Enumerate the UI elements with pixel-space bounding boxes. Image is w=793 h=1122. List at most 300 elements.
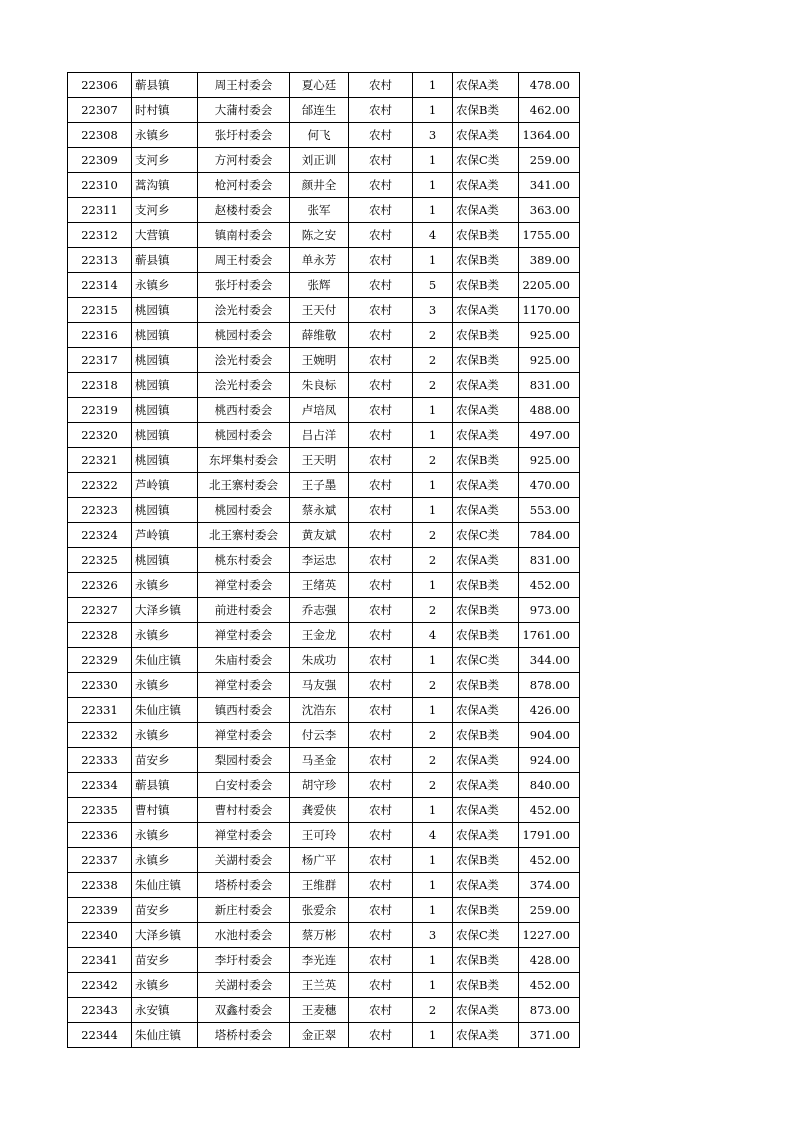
member-count-cell: 2 — [413, 748, 453, 773]
amount-cell: 426.00 — [519, 698, 580, 723]
record-id-cell: 22327 — [68, 598, 132, 623]
record-id-cell: 22323 — [68, 498, 132, 523]
member-count-cell: 1 — [413, 1023, 453, 1048]
record-id-cell: 22320 — [68, 423, 132, 448]
household-type-cell: 农村 — [349, 623, 413, 648]
table-row — [68, 173, 580, 198]
member-count-cell: 1 — [413, 648, 453, 673]
village-committee-cell: 桃东村委会 — [198, 548, 290, 573]
person-name-cell: 张爱余 — [290, 898, 349, 923]
town-cell: 桃园镇 — [132, 423, 198, 448]
record-id-cell: 22308 — [68, 123, 132, 148]
table-row — [68, 973, 580, 998]
amount-cell: 452.00 — [519, 798, 580, 823]
person-name-cell: 蔡永斌 — [290, 498, 349, 523]
insurance-category-cell: 农保A类 — [453, 298, 519, 323]
person-name-cell: 王绪英 — [290, 573, 349, 598]
town-cell: 朱仙庄镇 — [132, 648, 198, 673]
table-row — [68, 598, 580, 623]
amount-cell: 784.00 — [519, 523, 580, 548]
table-row — [68, 648, 580, 673]
amount-cell: 904.00 — [519, 723, 580, 748]
insurance-category-cell: 农保B类 — [453, 673, 519, 698]
person-name-cell: 张军 — [290, 198, 349, 223]
village-committee-cell: 朱庙村委会 — [198, 648, 290, 673]
household-type-cell: 农村 — [349, 648, 413, 673]
village-committee-cell: 水池村委会 — [198, 923, 290, 948]
amount-cell: 1170.00 — [519, 298, 580, 323]
town-cell: 桃园镇 — [132, 448, 198, 473]
table-row — [68, 473, 580, 498]
person-name-cell: 李运忠 — [290, 548, 349, 573]
insurance-category-cell: 农保A类 — [453, 398, 519, 423]
table-row — [68, 398, 580, 423]
village-committee-cell: 禅堂村委会 — [198, 823, 290, 848]
insurance-category-cell: 农保A类 — [453, 498, 519, 523]
amount-cell: 452.00 — [519, 573, 580, 598]
member-count-cell: 1 — [413, 473, 453, 498]
insurance-category-cell: 农保B类 — [453, 448, 519, 473]
town-cell: 桃园镇 — [132, 323, 198, 348]
record-id-cell: 22312 — [68, 223, 132, 248]
village-committee-cell: 梨园村委会 — [198, 748, 290, 773]
record-id-cell: 22328 — [68, 623, 132, 648]
table-row — [68, 923, 580, 948]
record-id-cell: 22322 — [68, 473, 132, 498]
record-id-cell: 22333 — [68, 748, 132, 773]
record-id-cell: 22336 — [68, 823, 132, 848]
village-committee-cell: 方河村委会 — [198, 148, 290, 173]
person-name-cell: 邰连生 — [290, 98, 349, 123]
insurance-category-cell: 农保A类 — [453, 73, 519, 98]
person-name-cell: 卢培凤 — [290, 398, 349, 423]
table-row — [68, 673, 580, 698]
member-count-cell: 1 — [413, 148, 453, 173]
insurance-category-cell: 农保A类 — [453, 998, 519, 1023]
town-cell: 苗安乡 — [132, 748, 198, 773]
record-id-cell: 22330 — [68, 673, 132, 698]
amount-cell: 371.00 — [519, 1023, 580, 1048]
amount-cell: 259.00 — [519, 148, 580, 173]
village-committee-cell: 浍光村委会 — [198, 298, 290, 323]
village-committee-cell: 周王村委会 — [198, 248, 290, 273]
member-count-cell: 2 — [413, 548, 453, 573]
member-count-cell: 4 — [413, 623, 453, 648]
person-name-cell: 王天明 — [290, 448, 349, 473]
town-cell: 芦岭镇 — [132, 473, 198, 498]
town-cell: 芦岭镇 — [132, 523, 198, 548]
town-cell: 大营镇 — [132, 223, 198, 248]
village-committee-cell: 枪河村委会 — [198, 173, 290, 198]
amount-cell: 488.00 — [519, 398, 580, 423]
member-count-cell: 4 — [413, 223, 453, 248]
table-row — [68, 73, 580, 98]
table-row — [68, 748, 580, 773]
member-count-cell: 1 — [413, 573, 453, 598]
table-row — [68, 298, 580, 323]
table-row — [68, 548, 580, 573]
amount-cell: 1761.00 — [519, 623, 580, 648]
village-committee-cell: 关湖村委会 — [198, 973, 290, 998]
person-name-cell: 王天付 — [290, 298, 349, 323]
member-count-cell: 1 — [413, 423, 453, 448]
record-id-cell: 22329 — [68, 648, 132, 673]
table-row — [68, 623, 580, 648]
member-count-cell: 3 — [413, 298, 453, 323]
household-type-cell: 农村 — [349, 173, 413, 198]
amount-cell: 1791.00 — [519, 823, 580, 848]
table-row — [68, 723, 580, 748]
amount-cell: 925.00 — [519, 448, 580, 473]
table-row — [68, 273, 580, 298]
household-type-cell: 农村 — [349, 73, 413, 98]
village-committee-cell: 镇西村委会 — [198, 698, 290, 723]
village-committee-cell: 北王寨村委会 — [198, 473, 290, 498]
person-name-cell: 王麦穗 — [290, 998, 349, 1023]
table-row — [68, 198, 580, 223]
amount-cell: 363.00 — [519, 198, 580, 223]
amount-cell: 452.00 — [519, 973, 580, 998]
table-row — [68, 898, 580, 923]
person-name-cell: 杨广平 — [290, 848, 349, 873]
insurance-category-cell: 农保B类 — [453, 948, 519, 973]
village-committee-cell: 塔桥村委会 — [198, 1023, 290, 1048]
record-id-cell: 22343 — [68, 998, 132, 1023]
insurance-category-cell: 农保A类 — [453, 373, 519, 398]
town-cell: 桃园镇 — [132, 348, 198, 373]
town-cell: 时村镇 — [132, 98, 198, 123]
household-type-cell: 农村 — [349, 848, 413, 873]
person-name-cell: 乔志强 — [290, 598, 349, 623]
insurance-category-cell: 农保A类 — [453, 698, 519, 723]
member-count-cell: 1 — [413, 98, 453, 123]
member-count-cell: 5 — [413, 273, 453, 298]
household-type-cell: 农村 — [349, 473, 413, 498]
town-cell: 桃园镇 — [132, 548, 198, 573]
town-cell: 朱仙庄镇 — [132, 873, 198, 898]
household-type-cell: 农村 — [349, 973, 413, 998]
insurance-category-cell: 农保B类 — [453, 973, 519, 998]
table-row — [68, 773, 580, 798]
table-row — [68, 848, 580, 873]
record-id-cell: 22342 — [68, 973, 132, 998]
member-count-cell: 1 — [413, 73, 453, 98]
village-committee-cell: 塔桥村委会 — [198, 873, 290, 898]
town-cell: 永镇乡 — [132, 573, 198, 598]
household-type-cell: 农村 — [349, 823, 413, 848]
household-type-cell: 农村 — [349, 523, 413, 548]
amount-cell: 840.00 — [519, 773, 580, 798]
member-count-cell: 3 — [413, 923, 453, 948]
insurance-category-cell: 农保B类 — [453, 598, 519, 623]
record-id-cell: 22306 — [68, 73, 132, 98]
household-type-cell: 农村 — [349, 898, 413, 923]
household-type-cell: 农村 — [349, 223, 413, 248]
town-cell: 永镇乡 — [132, 848, 198, 873]
person-name-cell: 何飞 — [290, 123, 349, 148]
amount-cell: 478.00 — [519, 73, 580, 98]
table-row — [68, 448, 580, 473]
village-committee-cell: 新庄村委会 — [198, 898, 290, 923]
town-cell: 支河乡 — [132, 198, 198, 223]
household-type-cell: 农村 — [349, 323, 413, 348]
person-name-cell: 李光连 — [290, 948, 349, 973]
insurance-category-cell: 农保B类 — [453, 98, 519, 123]
member-count-cell: 2 — [413, 348, 453, 373]
member-count-cell: 1 — [413, 848, 453, 873]
amount-cell: 2205.00 — [519, 273, 580, 298]
village-committee-cell: 北王寨村委会 — [198, 523, 290, 548]
table-row — [68, 248, 580, 273]
member-count-cell: 1 — [413, 948, 453, 973]
amount-cell: 973.00 — [519, 598, 580, 623]
insurance-category-cell: 农保A类 — [453, 173, 519, 198]
amount-cell: 878.00 — [519, 673, 580, 698]
person-name-cell: 单永芳 — [290, 248, 349, 273]
member-count-cell: 1 — [413, 498, 453, 523]
person-name-cell: 薛维敬 — [290, 323, 349, 348]
amount-cell: 1227.00 — [519, 923, 580, 948]
member-count-cell: 2 — [413, 673, 453, 698]
member-count-cell: 1 — [413, 873, 453, 898]
record-id-cell: 22341 — [68, 948, 132, 973]
allowance-table — [67, 72, 580, 1048]
household-type-cell: 农村 — [349, 348, 413, 373]
insurance-category-cell: 农保C类 — [453, 923, 519, 948]
amount-cell: 1364.00 — [519, 123, 580, 148]
town-cell: 大泽乡镇 — [132, 598, 198, 623]
town-cell: 永镇乡 — [132, 623, 198, 648]
town-cell: 蕲县镇 — [132, 248, 198, 273]
insurance-category-cell: 农保B类 — [453, 273, 519, 298]
person-name-cell: 王婉明 — [290, 348, 349, 373]
household-type-cell: 农村 — [349, 248, 413, 273]
table-row — [68, 698, 580, 723]
household-type-cell: 农村 — [349, 448, 413, 473]
village-committee-cell: 桃西村委会 — [198, 398, 290, 423]
table-row — [68, 573, 580, 598]
record-id-cell: 22318 — [68, 373, 132, 398]
member-count-cell: 3 — [413, 123, 453, 148]
household-type-cell: 农村 — [349, 923, 413, 948]
member-count-cell: 2 — [413, 373, 453, 398]
amount-cell: 344.00 — [519, 648, 580, 673]
record-id-cell: 22340 — [68, 923, 132, 948]
insurance-category-cell: 农保A类 — [453, 123, 519, 148]
person-name-cell: 马友强 — [290, 673, 349, 698]
amount-cell: 831.00 — [519, 548, 580, 573]
record-id-cell: 22324 — [68, 523, 132, 548]
village-committee-cell: 桃园村委会 — [198, 498, 290, 523]
insurance-category-cell: 农保C类 — [453, 523, 519, 548]
person-name-cell: 王金龙 — [290, 623, 349, 648]
insurance-category-cell: 农保A类 — [453, 748, 519, 773]
village-committee-cell: 东坪集村委会 — [198, 448, 290, 473]
person-name-cell: 沈浩东 — [290, 698, 349, 723]
table-body — [68, 73, 580, 1048]
member-count-cell: 2 — [413, 323, 453, 348]
record-id-cell: 22310 — [68, 173, 132, 198]
member-count-cell: 2 — [413, 773, 453, 798]
amount-cell: 389.00 — [519, 248, 580, 273]
person-name-cell: 胡守珍 — [290, 773, 349, 798]
record-id-cell: 22311 — [68, 198, 132, 223]
amount-cell: 259.00 — [519, 898, 580, 923]
amount-cell: 925.00 — [519, 323, 580, 348]
record-id-cell: 22314 — [68, 273, 132, 298]
insurance-category-cell: 农保B类 — [453, 898, 519, 923]
member-count-cell: 1 — [413, 398, 453, 423]
village-committee-cell: 大蒲村委会 — [198, 98, 290, 123]
insurance-category-cell: 农保B类 — [453, 248, 519, 273]
insurance-category-cell: 农保A类 — [453, 873, 519, 898]
member-count-cell: 1 — [413, 898, 453, 923]
member-count-cell: 1 — [413, 248, 453, 273]
amount-cell: 374.00 — [519, 873, 580, 898]
member-count-cell: 2 — [413, 723, 453, 748]
village-committee-cell: 桃园村委会 — [198, 423, 290, 448]
record-id-cell: 22334 — [68, 773, 132, 798]
insurance-category-cell: 农保B类 — [453, 323, 519, 348]
insurance-category-cell: 农保B类 — [453, 723, 519, 748]
town-cell: 桃园镇 — [132, 398, 198, 423]
town-cell: 苗安乡 — [132, 898, 198, 923]
member-count-cell: 2 — [413, 448, 453, 473]
village-committee-cell: 张圩村委会 — [198, 123, 290, 148]
village-committee-cell: 浍光村委会 — [198, 373, 290, 398]
member-count-cell: 2 — [413, 598, 453, 623]
amount-cell: 831.00 — [519, 373, 580, 398]
village-committee-cell: 张圩村委会 — [198, 273, 290, 298]
town-cell: 永镇乡 — [132, 823, 198, 848]
village-committee-cell: 关湖村委会 — [198, 848, 290, 873]
household-type-cell: 农村 — [349, 573, 413, 598]
person-name-cell: 朱成功 — [290, 648, 349, 673]
household-type-cell: 农村 — [349, 723, 413, 748]
amount-cell: 553.00 — [519, 498, 580, 523]
household-type-cell: 农村 — [349, 423, 413, 448]
person-name-cell: 付云李 — [290, 723, 349, 748]
household-type-cell: 农村 — [349, 298, 413, 323]
town-cell: 桃园镇 — [132, 498, 198, 523]
person-name-cell: 夏心廷 — [290, 73, 349, 98]
table-row — [68, 123, 580, 148]
person-name-cell: 王维群 — [290, 873, 349, 898]
record-id-cell: 22331 — [68, 698, 132, 723]
insurance-category-cell: 农保A类 — [453, 473, 519, 498]
table-row — [68, 948, 580, 973]
household-type-cell: 农村 — [349, 548, 413, 573]
table-row — [68, 373, 580, 398]
household-type-cell: 农村 — [349, 773, 413, 798]
insurance-category-cell: 农保B类 — [453, 223, 519, 248]
record-id-cell: 22339 — [68, 898, 132, 923]
amount-cell: 924.00 — [519, 748, 580, 773]
household-type-cell: 农村 — [349, 673, 413, 698]
table-row — [68, 498, 580, 523]
member-count-cell: 2 — [413, 523, 453, 548]
insurance-category-cell: 农保C类 — [453, 648, 519, 673]
insurance-category-cell: 农保A类 — [453, 823, 519, 848]
table-row — [68, 423, 580, 448]
town-cell: 大泽乡镇 — [132, 923, 198, 948]
insurance-category-cell: 农保B类 — [453, 623, 519, 648]
record-id-cell: 22317 — [68, 348, 132, 373]
village-committee-cell: 李圩村委会 — [198, 948, 290, 973]
insurance-category-cell: 农保B类 — [453, 573, 519, 598]
table-row — [68, 1023, 580, 1048]
village-committee-cell: 禅堂村委会 — [198, 673, 290, 698]
person-name-cell: 陈之安 — [290, 223, 349, 248]
village-committee-cell: 白安村委会 — [198, 773, 290, 798]
town-cell: 曹村镇 — [132, 798, 198, 823]
town-cell: 永镇乡 — [132, 973, 198, 998]
person-name-cell: 王可玲 — [290, 823, 349, 848]
town-cell: 永镇乡 — [132, 273, 198, 298]
member-count-cell: 1 — [413, 798, 453, 823]
household-type-cell: 农村 — [349, 798, 413, 823]
insurance-category-cell: 农保B类 — [453, 848, 519, 873]
insurance-category-cell: 农保A类 — [453, 773, 519, 798]
person-name-cell: 颜井全 — [290, 173, 349, 198]
household-type-cell: 农村 — [349, 148, 413, 173]
amount-cell: 452.00 — [519, 848, 580, 873]
person-name-cell: 马圣金 — [290, 748, 349, 773]
amount-cell: 462.00 — [519, 98, 580, 123]
record-id-cell: 22338 — [68, 873, 132, 898]
person-name-cell: 刘正训 — [290, 148, 349, 173]
village-committee-cell: 浍光村委会 — [198, 348, 290, 373]
town-cell: 蕲县镇 — [132, 73, 198, 98]
person-name-cell: 张辉 — [290, 273, 349, 298]
town-cell: 支河乡 — [132, 148, 198, 173]
member-count-cell: 1 — [413, 198, 453, 223]
town-cell: 蕲县镇 — [132, 773, 198, 798]
village-committee-cell: 双鑫村委会 — [198, 998, 290, 1023]
table-row — [68, 98, 580, 123]
table-row — [68, 798, 580, 823]
person-name-cell: 蔡万彬 — [290, 923, 349, 948]
insurance-category-cell: 农保A类 — [453, 798, 519, 823]
member-count-cell: 2 — [413, 998, 453, 1023]
record-id-cell: 22325 — [68, 548, 132, 573]
amount-cell: 873.00 — [519, 998, 580, 1023]
insurance-category-cell: 农保A类 — [453, 423, 519, 448]
person-name-cell: 王子墨 — [290, 473, 349, 498]
person-name-cell: 黄友斌 — [290, 523, 349, 548]
amount-cell: 925.00 — [519, 348, 580, 373]
village-committee-cell: 桃园村委会 — [198, 323, 290, 348]
amount-cell: 428.00 — [519, 948, 580, 973]
town-cell: 桃园镇 — [132, 373, 198, 398]
record-id-cell: 22319 — [68, 398, 132, 423]
village-committee-cell: 禅堂村委会 — [198, 573, 290, 598]
household-type-cell: 农村 — [349, 198, 413, 223]
amount-cell: 341.00 — [519, 173, 580, 198]
record-id-cell: 22337 — [68, 848, 132, 873]
village-committee-cell: 赵楼村委会 — [198, 198, 290, 223]
town-cell: 蒿沟镇 — [132, 173, 198, 198]
town-cell: 永镇乡 — [132, 123, 198, 148]
village-committee-cell: 禅堂村委会 — [198, 723, 290, 748]
person-name-cell: 王兰英 — [290, 973, 349, 998]
member-count-cell: 1 — [413, 173, 453, 198]
record-id-cell: 22307 — [68, 98, 132, 123]
member-count-cell: 1 — [413, 698, 453, 723]
household-type-cell: 农村 — [349, 373, 413, 398]
table-row — [68, 223, 580, 248]
household-type-cell: 农村 — [349, 498, 413, 523]
